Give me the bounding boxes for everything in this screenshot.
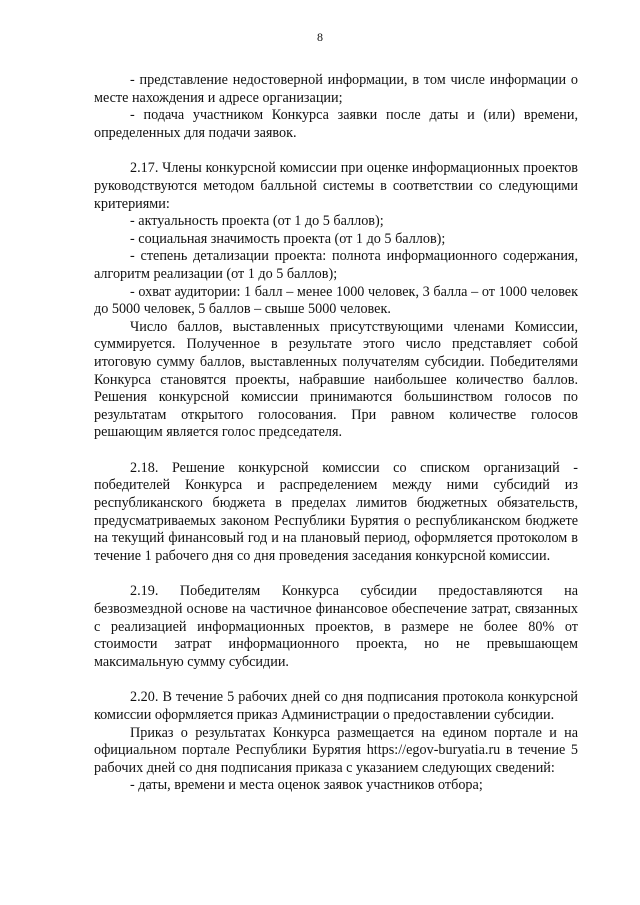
paragraph: - даты, времени и места оценок заявок участников отбора; xyxy=(130,777,483,794)
paragraph: - актуальность проекта (от 1 до 5 баллов); xyxy=(130,213,384,230)
paragraph: - степень детализации проекта: полнота информационного содержания, алгоритм реализации (от 1 до 5 баллов); xyxy=(94,248,578,282)
paragraph: Число баллов, выставленных присутствующими членами Комиссии, суммируется. Полученное в результате этого число представляет собой итоговую сумму баллов, выставленных получателям субсидии. Победителями Конкурса становятся проекты, набравшие наибольшее количество баллов. Решения конкурсной комиссии принимаются большинством голосов по результатам открытого голосования. При равном количестве голосов решающим является голос председателя. xyxy=(94,318,578,441)
paragraph: - охват аудитории: 1 балл – менее 1000 человек, 3 балла – от 1000 человек до 5000 человек, 5 баллов – свыше 5000 человек. xyxy=(94,283,578,318)
page-number: 8 xyxy=(317,30,323,44)
paragraph: Приказ о результатах Конкурса размещается на едином портале и на официальном портале Республики Бурятия https://egov-buryatia.ru в течение 5 рабочих дней со дня подписания приказа с указанием следующих сведений: xyxy=(94,724,578,776)
paragraph: - подача участником Конкурса заявки после даты и (или) времени, определенных для подачи заявок. xyxy=(94,107,578,141)
paragraph: - социальная значимость проекта (от 1 до 5 баллов); xyxy=(130,230,446,247)
document-body xyxy=(94,72,578,795)
paragraph: - представление недостоверной информации, в том числе информации о месте нахождения и адресе организации; xyxy=(94,72,578,106)
paragraph: 2.19. Победителям Конкурса субсидии предоставляются на безвозмездной основе на частичное финансовое обеспечение затрат, связанных с реализацией информационных проектов, в размере не более 80% от стоимости затрат информационного проекта, но не превышающем максимальную сумму субсидии. xyxy=(94,583,578,670)
paragraph: 2.20. В течение 5 рабочих дней со дня подписания протокола конкурсной комиссии оформляется приказ Администрации о предоставлении субсидии. xyxy=(94,689,578,723)
paragraph: 2.18. Решение конкурсной комиссии со списком организаций - победителей Конкурса и распределением между ними субсидий из республиканского бюджета в пределах лимитов бюджетных обязательств, предусматриваемых законом Республики Бурятия о республиканском бюджете на текущий финансовый год и на плановый период, оформляется протоколом в течение 1 рабочего дня со дня проведения заседания конкурсной комиссии. xyxy=(94,459,578,564)
paragraph: 2.17. Члены конкурсной комиссии при оценке информационных проектов руководствуются методом балльной системы в соответствии со следующими критериями: xyxy=(94,160,578,212)
